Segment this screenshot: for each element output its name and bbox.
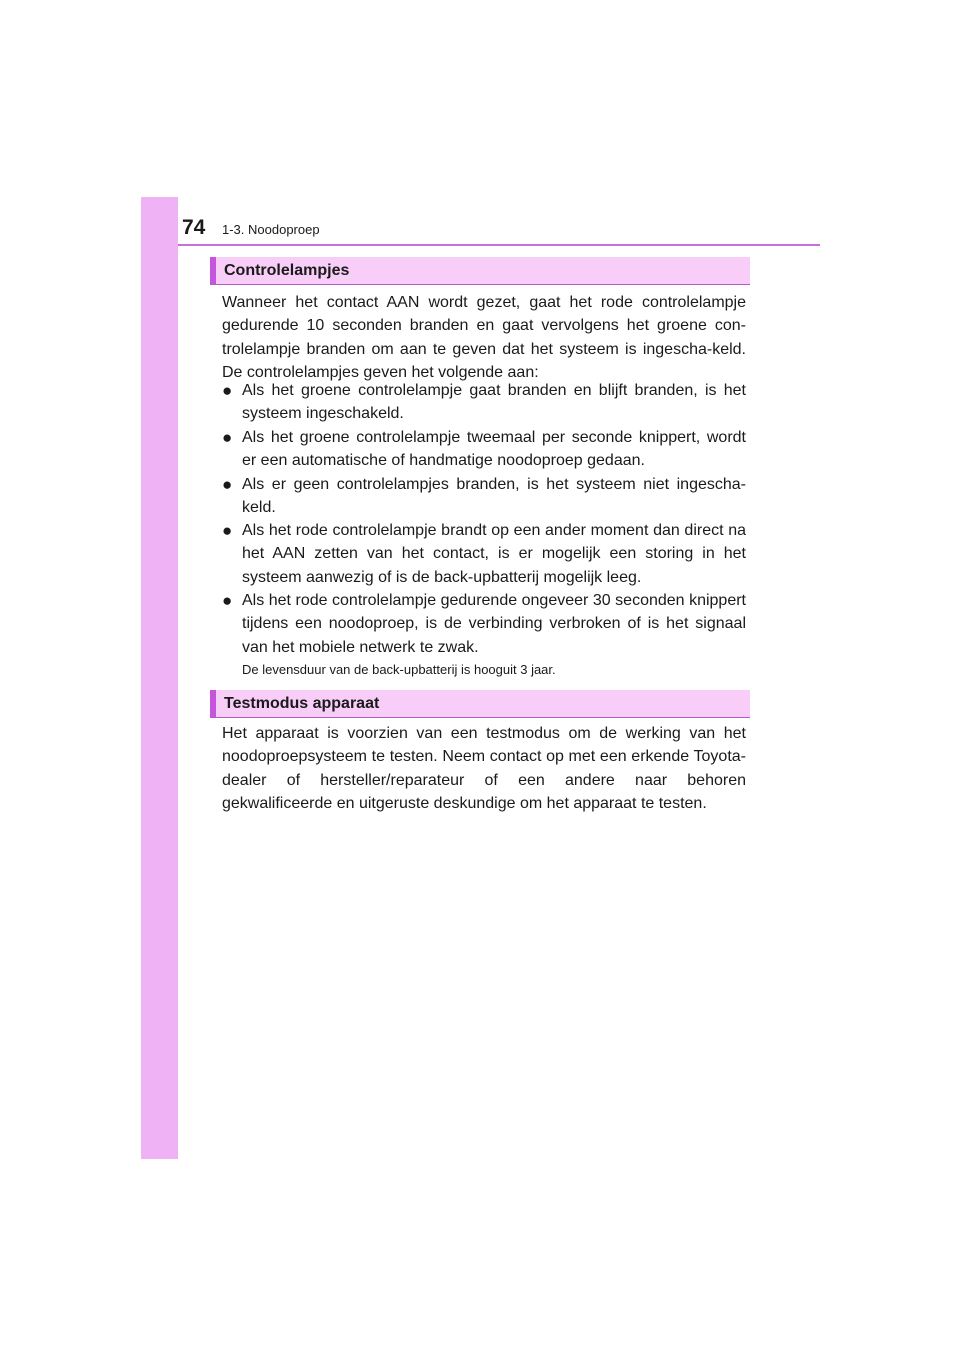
bullet-icon: ● [222,521,233,540]
chapter-title: 1-3. Noodoproep [222,222,320,237]
section-heading-controlelampjes [210,257,750,285]
intro-paragraph: Wanneer het contact AAN wordt gezet, gaat het rode controlelampje gedurende 10 seconden branden en gaat vervolgens het groene con-trolelampje branden om aan te geven dat het systeem is ingescha-keld. De controlelampjes geven het volgende aan: [222,294,746,382]
list-item-text: Als het groene controlelampje tweemaal per seconde knippert, wordt er een automatische of handmatige noodoproep gedaan. [242,429,746,470]
list-item [222,589,746,659]
list-item-text: Als het rode controlelampje gedurende ongeveer 30 seconden knippert tijdens een noodoproep, is de verbinding verbroken of is het signaal van het mobiele netwerk te zwak. [242,592,746,656]
section-title: Testmodus apparaat [224,695,380,712]
list-item [222,519,746,589]
bullet-icon: ● [222,428,233,447]
bullet-icon: ● [222,475,233,494]
section-title: Controlelampjes [224,262,350,279]
list-item-text: Als het rode controlelampje brandt op een ander moment dan direct na het AAN zetten van het contact, is er mogelijk een storing in het systeem aanwezig of is de back-upbatterij mogelijk leeg. [242,522,746,586]
section-accent [210,257,216,284]
section-accent [210,690,216,717]
section-heading-testmodus [210,690,750,718]
list-item [222,426,746,473]
list-item [222,379,746,426]
testmode-paragraph: Het apparaat is voorzien van een testmodus om de werking van het noodoproepsysteem te testen. Neem contact op met een erkende Toyota-dealer of hersteller/reparateur of een andere naar behoren gekwalificeerde en uitgeruste deskundige om het apparaat te testen. [222,725,746,813]
page-number: 74 [182,216,206,239]
bullet-icon: ● [222,381,233,400]
side-tab-strip [141,197,178,1159]
bullet-icon: ● [222,591,233,610]
list-item-text: Als het groene controlelampje gaat branden en blijft branden, is het systeem ingeschakeld. [242,382,746,423]
header-divider [178,244,820,246]
list-item [222,473,746,520]
battery-note: De levensduur van de back-upbatterij is hooguit 3 jaar. [242,662,556,677]
list-item-text: Als er geen controlelampjes branden, is het systeem niet ingescha-keld. [242,476,746,517]
